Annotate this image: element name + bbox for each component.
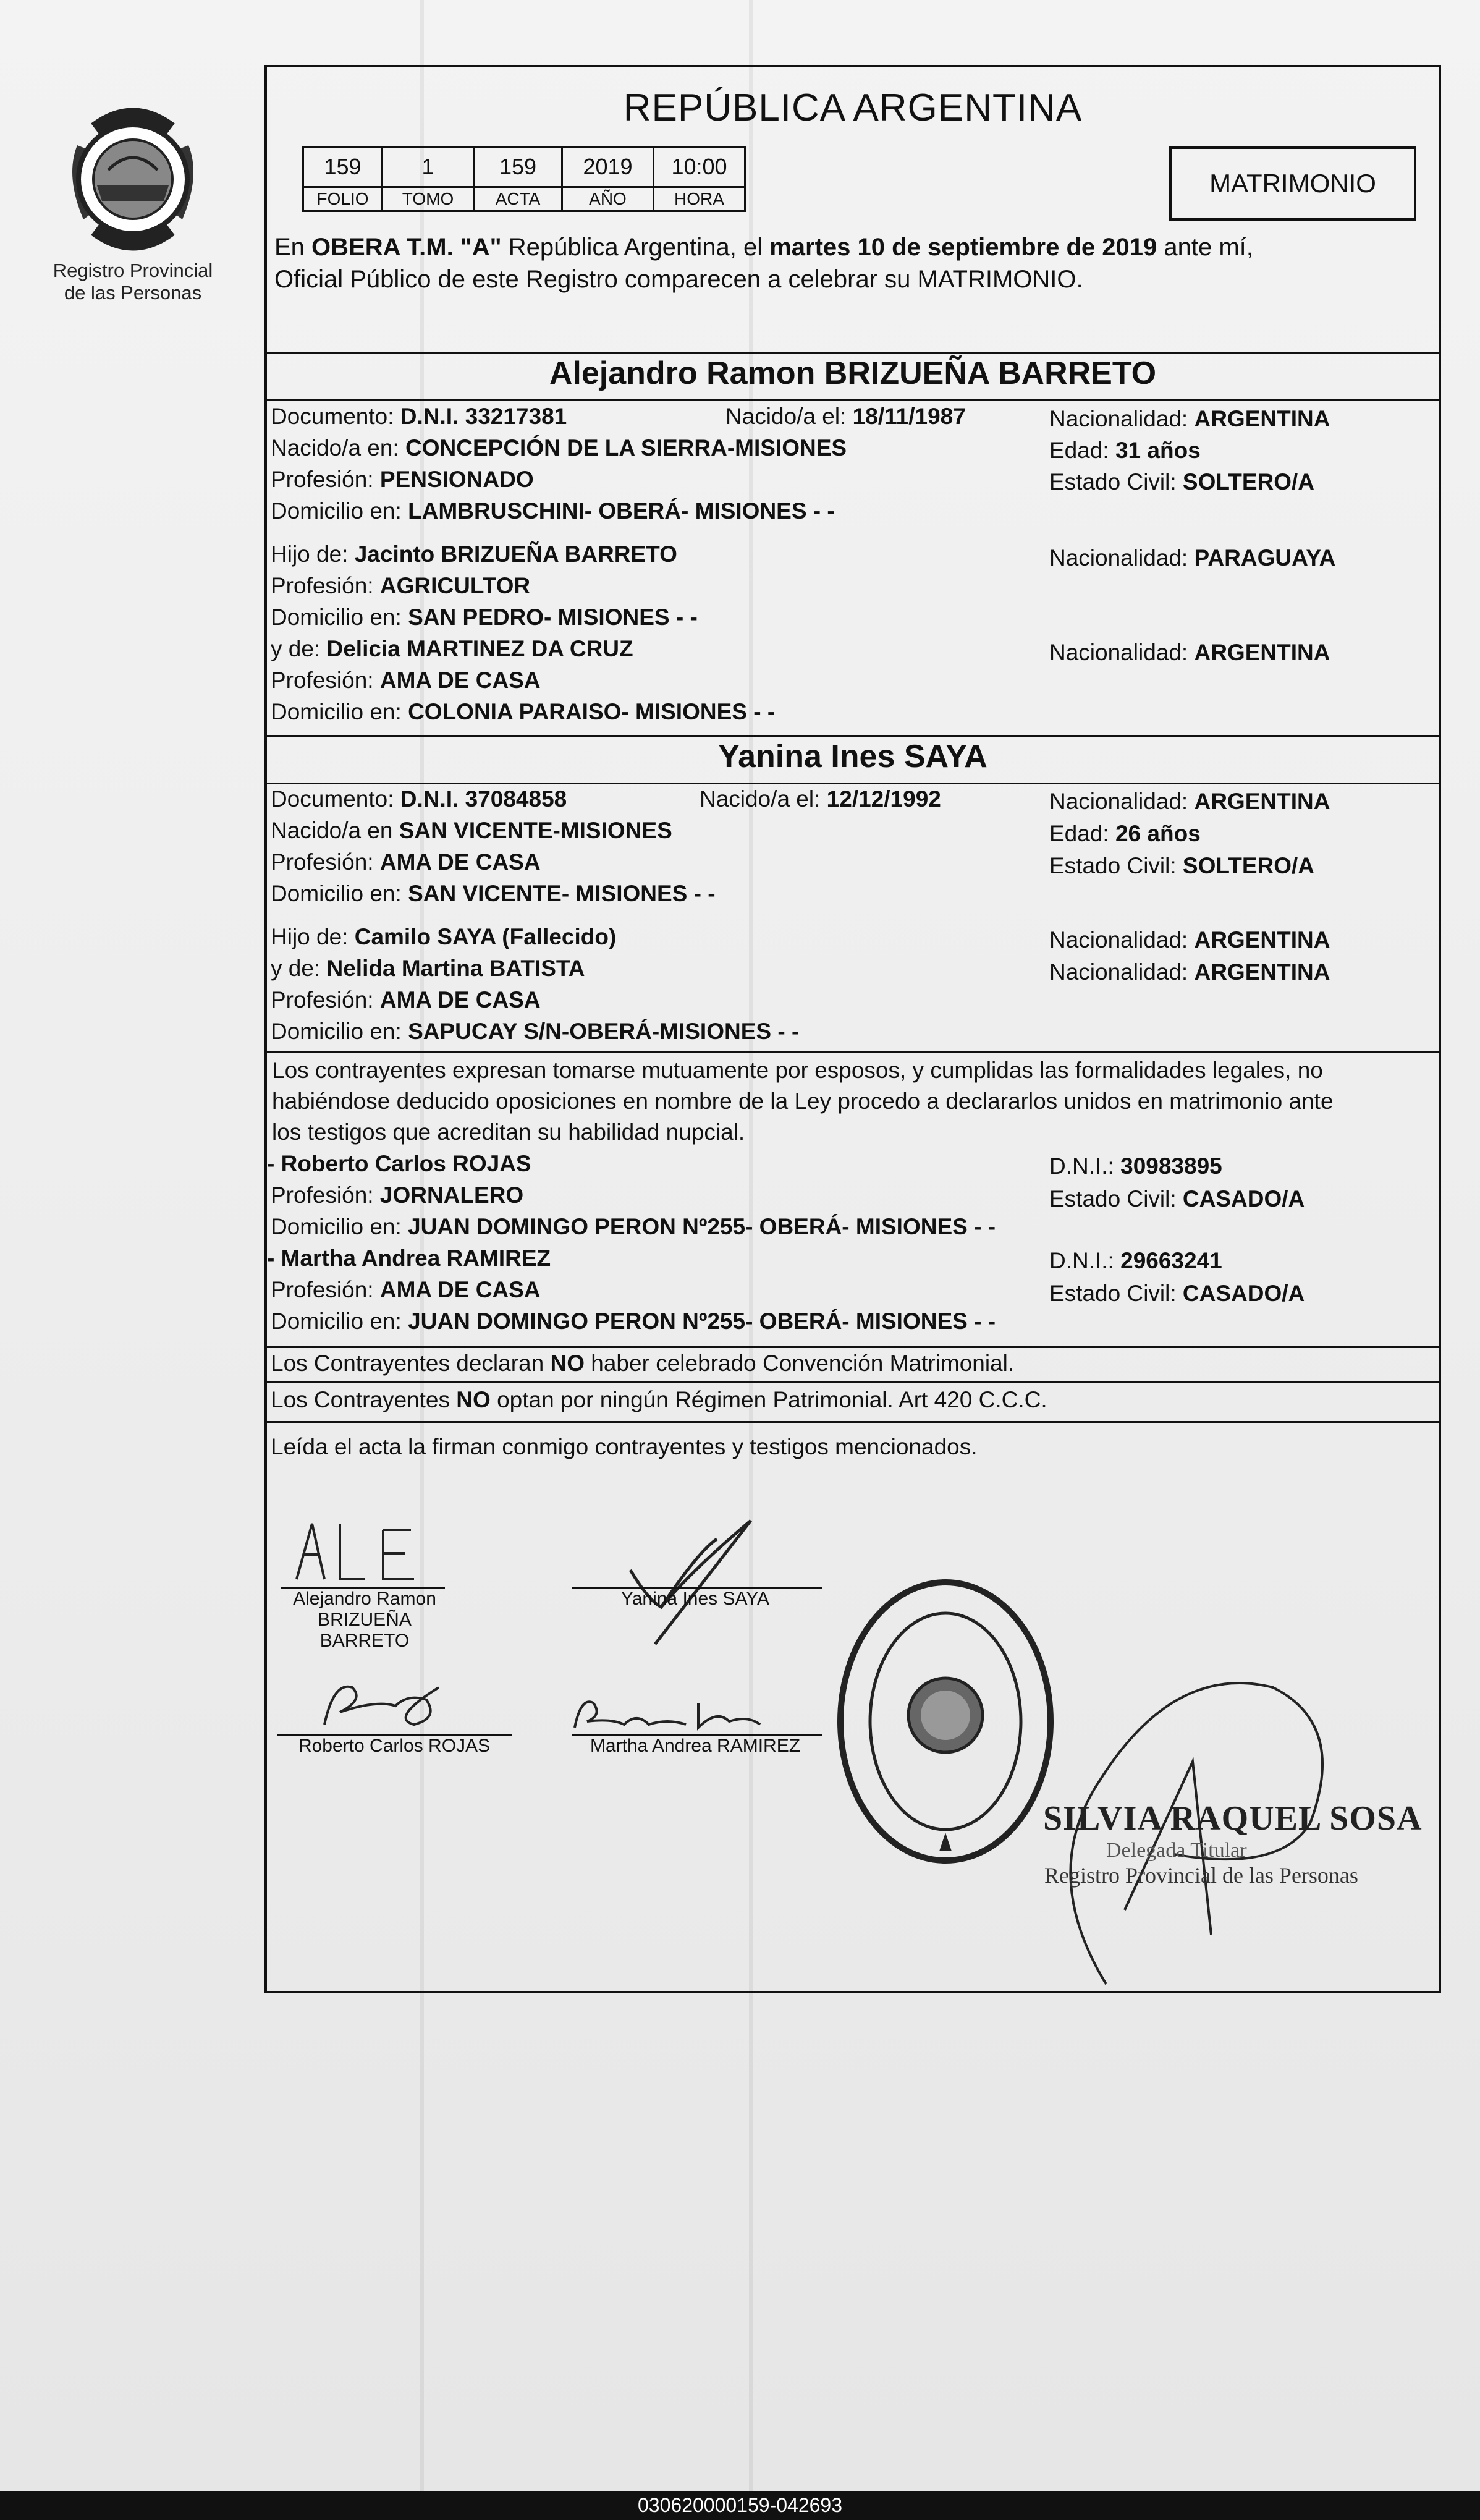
groom-signature-name-line2: BRIZUEÑA BARRETO bbox=[318, 1610, 412, 1651]
bride-mother: y de: Nelida Martina BATISTA bbox=[271, 956, 585, 981]
intro-text-line2: Oficial Público de este Registro comparecen a celebrar su MATRIMONIO. bbox=[274, 266, 1083, 293]
witness1-signature bbox=[315, 1675, 451, 1731]
groom-signature-name-line1: Alejandro Ramon bbox=[293, 1589, 436, 1609]
bride-civil-status: Estado Civil: SOLTERO/A bbox=[1049, 853, 1315, 878]
ano-value: 2019 bbox=[562, 147, 654, 187]
declaration-line: los testigos que acreditan su habilidad nupcial. bbox=[272, 1119, 745, 1145]
tomo-value: 1 bbox=[383, 147, 474, 187]
intro-text: ante mí, bbox=[1157, 234, 1253, 261]
groom-father-nationality: Nacionalidad: PARAGUAYA bbox=[1049, 545, 1336, 571]
groom-mother-address: Domicilio en: COLONIA PARAISO- MISIONES - - bbox=[271, 699, 776, 724]
bride-birthplace: Nacido/a en SAN VICENTE-MISIONES bbox=[271, 818, 672, 843]
groom-father-address: Domicilio en: SAN PEDRO- MISIONES - - bbox=[271, 605, 698, 630]
ceremony-date: martes 10 de septiembre de 2019 bbox=[769, 234, 1157, 261]
witness2-dni: D.N.I.: 29663241 bbox=[1049, 1248, 1222, 1273]
barcode-footer: 030620000159-042693 bbox=[0, 2491, 1480, 2520]
groom-father: Hijo de: Jacinto BRIZUEÑA BARRETO bbox=[271, 541, 677, 567]
witness2-signature bbox=[569, 1691, 772, 1740]
declaration-line: habiéndose deducido oposiciones en nombre de la Ley procedo a declararlos unidos en matrimonio ante bbox=[272, 1088, 1334, 1114]
bride-mother-address: Domicilio en: SAPUCAY S/N-OBERÁ-MISIONES - - bbox=[271, 1019, 800, 1044]
bride-address: Domicilio en: SAN VICENTE- MISIONES - - bbox=[271, 881, 716, 906]
groom-signature bbox=[290, 1517, 426, 1585]
bride-nationality: Nacionalidad: ARGENTINA bbox=[1049, 789, 1330, 814]
declaration-paragraph bbox=[272, 1055, 1434, 1148]
bride-father-nationality: Nacionalidad: ARGENTINA bbox=[1049, 927, 1330, 952]
witness2-name: - Martha Andrea RAMIREZ bbox=[267, 1245, 551, 1271]
bride-birthdate: Nacido/a el: 12/12/1992 bbox=[700, 786, 941, 812]
intro-paragraph bbox=[274, 231, 1436, 295]
bride-mother-profession: Profesión: AMA DE CASA bbox=[271, 987, 541, 1012]
witness1-civil-status: Estado Civil: CASADO/A bbox=[1049, 1186, 1305, 1211]
bride-document: Documento: D.N.I. 37084858 bbox=[271, 786, 567, 812]
groom-name-heading: Alejandro Ramon BRIZUEÑA BARRETO bbox=[549, 355, 1157, 391]
convention-statement: Los Contrayentes declaran NO haber celebrado Convención Matrimonial. bbox=[271, 1351, 1015, 1376]
groom-birthplace: Nacido/a en: CONCEPCIÓN DE LA SIERRA-MISIONES bbox=[271, 435, 847, 460]
groom-age: Edad: 31 años bbox=[1049, 438, 1201, 463]
folio-value: 159 bbox=[303, 147, 383, 187]
acta-value: 159 bbox=[474, 147, 562, 187]
provincial-seal-logo bbox=[59, 102, 207, 257]
divider bbox=[267, 352, 1439, 354]
divider bbox=[267, 399, 1439, 401]
witness2-profession: Profesión: AMA DE CASA bbox=[271, 1277, 541, 1302]
divider bbox=[267, 783, 1439, 784]
groom-father-profession: Profesión: AGRICULTOR bbox=[271, 573, 531, 598]
groom-nationality: Nacionalidad: ARGENTINA bbox=[1049, 406, 1330, 431]
witness1-dni: D.N.I.: 30983895 bbox=[1049, 1153, 1222, 1179]
official-name: SILVIA RAQUEL SOSA bbox=[1043, 1799, 1423, 1838]
groom-mother-profession: Profesión: AMA DE CASA bbox=[271, 668, 541, 693]
registry-caption-line2: de las Personas bbox=[64, 282, 202, 303]
groom-birthdate: Nacido/a el: 18/11/1987 bbox=[725, 404, 966, 429]
intro-text: República Argentina, el bbox=[501, 234, 770, 261]
country-title: REPÚBLICA ARGENTINA bbox=[623, 87, 1083, 129]
bride-signature-name: Yanina Ines SAYA bbox=[620, 1589, 770, 1609]
hora-label: HORA bbox=[654, 187, 745, 211]
witness1-signature-name: Roberto Carlos ROJAS bbox=[298, 1736, 491, 1756]
folio-label: FOLIO bbox=[303, 187, 383, 211]
tomo-label: TOMO bbox=[383, 187, 474, 211]
acta-label: ACTA bbox=[474, 187, 562, 211]
groom-mother: y de: Delicia MARTINEZ DA CRUZ bbox=[271, 636, 633, 661]
groom-signature-name bbox=[272, 1589, 457, 1652]
bride-father: Hijo de: Camilo SAYA (Fallecido) bbox=[271, 924, 617, 949]
intro-text: En bbox=[274, 234, 312, 261]
bride-profession: Profesión: AMA DE CASA bbox=[271, 849, 541, 875]
divider bbox=[267, 735, 1439, 737]
registry-caption bbox=[43, 260, 222, 304]
hora-value: 10:00 bbox=[654, 147, 745, 187]
witness2-signature-name: Martha Andrea RAMIREZ bbox=[590, 1736, 801, 1756]
closing-statement: Leída el acta la firman conmigo contrayentes y testigos mencionados. bbox=[271, 1434, 978, 1459]
witness2-address: Domicilio en: JUAN DOMINGO PERON Nº255- OBERÁ- MISIONES - - bbox=[271, 1309, 996, 1334]
ano-label: AÑO bbox=[562, 187, 654, 211]
divider bbox=[267, 1051, 1439, 1053]
registry-oval-stamp bbox=[831, 1567, 1060, 1876]
groom-mother-nationality: Nacionalidad: ARGENTINA bbox=[1049, 640, 1330, 665]
bride-age: Edad: 26 años bbox=[1049, 821, 1201, 846]
ceremony-place: OBERA T.M. "A" bbox=[311, 234, 502, 261]
official-registry: Registro Provincial de las Personas bbox=[1044, 1863, 1358, 1888]
groom-profession: Profesión: PENSIONADO bbox=[271, 467, 534, 492]
groom-address: Domicilio en: LAMBRUSCHINI- OBERÁ- MISIONES - - bbox=[271, 498, 835, 524]
groom-document: Documento: D.N.I. 33217381 bbox=[271, 404, 567, 429]
witness1-profession: Profesión: JORNALERO bbox=[271, 1182, 524, 1208]
divider bbox=[267, 1421, 1439, 1423]
record-codes-table bbox=[302, 146, 746, 212]
bride-name-heading: Yanina Ines SAYA bbox=[718, 739, 987, 774]
record-type-box: MATRIMONIO bbox=[1169, 146, 1416, 221]
divider bbox=[267, 1381, 1439, 1383]
patrimonial-regime-statement: Los Contrayentes NO optan por ningún Régimen Patrimonial. Art 420 C.C.C. bbox=[271, 1387, 1047, 1412]
declaration-line: Los contrayentes expresan tomarse mutuamente por esposos, y cumplidas las formalidades legales, no bbox=[272, 1058, 1323, 1083]
witness2-civil-status: Estado Civil: CASADO/A bbox=[1049, 1281, 1305, 1306]
registry-caption-line1: Registro Provincial bbox=[53, 260, 213, 281]
official-role: Delegada Titular bbox=[1106, 1839, 1247, 1862]
divider bbox=[267, 1346, 1439, 1348]
bride-signature bbox=[624, 1514, 766, 1650]
groom-civil-status: Estado Civil: SOLTERO/A bbox=[1049, 469, 1315, 494]
bride-mother-nationality: Nacionalidad: ARGENTINA bbox=[1049, 959, 1330, 985]
witness1-address: Domicilio en: JUAN DOMINGO PERON Nº255- OBERÁ- MISIONES - - bbox=[271, 1214, 996, 1239]
witness1-name: - Roberto Carlos ROJAS bbox=[267, 1151, 531, 1176]
